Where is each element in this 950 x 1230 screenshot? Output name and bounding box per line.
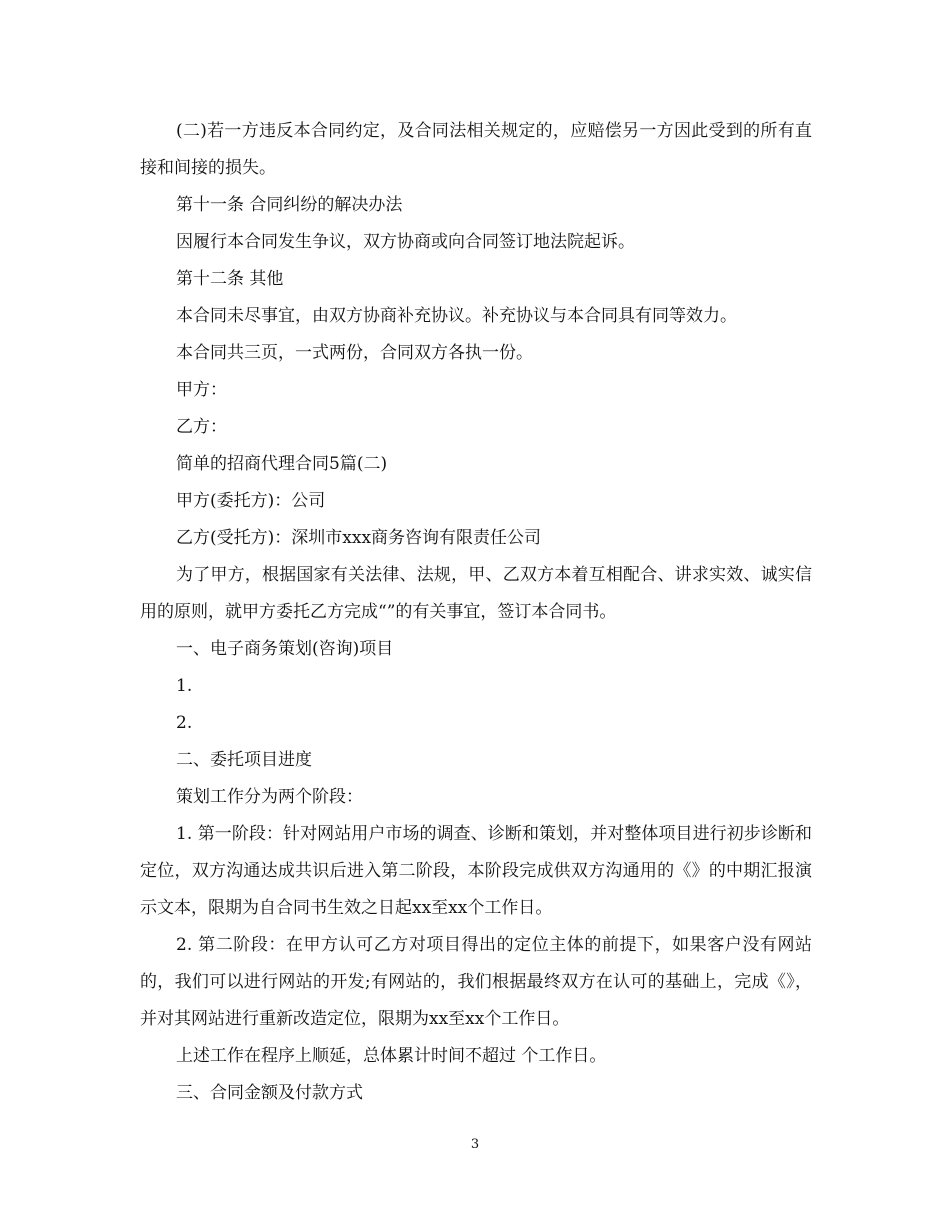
paragraph-preamble: 为了甲方，根据国家有关法律、法规，甲、乙双方本着互相配合、讲求实效、诚实信用的原则，就甲方委托乙方完成“”的有关事宜，签订本合同书。 [140, 565, 812, 622]
list-item-1: 1. [176, 676, 193, 696]
list-item-2: 2. [176, 713, 193, 733]
paragraph-stage-one: 1. 第一阶段：针对网站用户市场的调查、诊断和策划，并对整体项目进行初步诊断和定位，双方沟通达成共识后进入第二阶段，本阶段完成供双方沟通用的《》的中期汇报演示文本，限期为自合同书生效之日起xx至xx个工作日。 [140, 824, 812, 918]
paragraph-compensation-clause: (二)若一方违反本合同约定，及合同法相关规定的，应赔偿另一方因此受到的所有直接和间接的损失。 [140, 121, 812, 178]
party-b-contractor: 乙方(受托方)：深圳市xxx商务咨询有限责任公司 [176, 528, 542, 548]
paragraph-copies: 本合同共三页，一式两份，合同双方各执一份。 [176, 343, 533, 363]
heading-payment: 三、合同金额及付款方式 [176, 1083, 363, 1103]
heading-project: 一、电子商务策划(咨询)项目 [176, 639, 394, 659]
party-a-client: 甲方(委托方)：公司 [176, 491, 326, 511]
heading-article-12: 第十二条 其他 [176, 269, 284, 289]
paragraph-supplementary-agreement: 本合同未尽事宜，由双方协商补充协议。补充协议与本合同具有同等效力。 [176, 306, 737, 326]
heading-schedule: 二、委托项目进度 [176, 750, 312, 770]
page-number: 3 [470, 1137, 480, 1152]
paragraph-dispute-resolution: 因履行本合同发生争议，双方协商或向合同签订地法院起诉。 [176, 232, 635, 252]
paragraph-total-time: 上述工作在程序上顺延，总体累计时间不超过 个工作日。 [176, 1046, 607, 1066]
signature-party-b: 乙方： [176, 417, 227, 437]
document-body [140, 113, 812, 1112]
paragraph-stage-two: 2. 第二阶段：在甲方认可乙方对项目得出的定位主体的前提下，如果客户没有网站的，我们可以进行网站的开发;有网站的，我们根据最终双方在认可的基础上，完成《》，并对其网站进行重新改造定位，限期为xx至xx个工作日。 [140, 935, 812, 1029]
signature-party-a: 甲方： [176, 380, 227, 400]
heading-article-11: 第十一条 合同纠纷的解决办法 [176, 195, 403, 215]
section-title-contract-2: 简单的招商代理合同5篇(二) [176, 454, 388, 474]
paragraph-two-stages: 策划工作分为两个阶段： [176, 787, 363, 807]
